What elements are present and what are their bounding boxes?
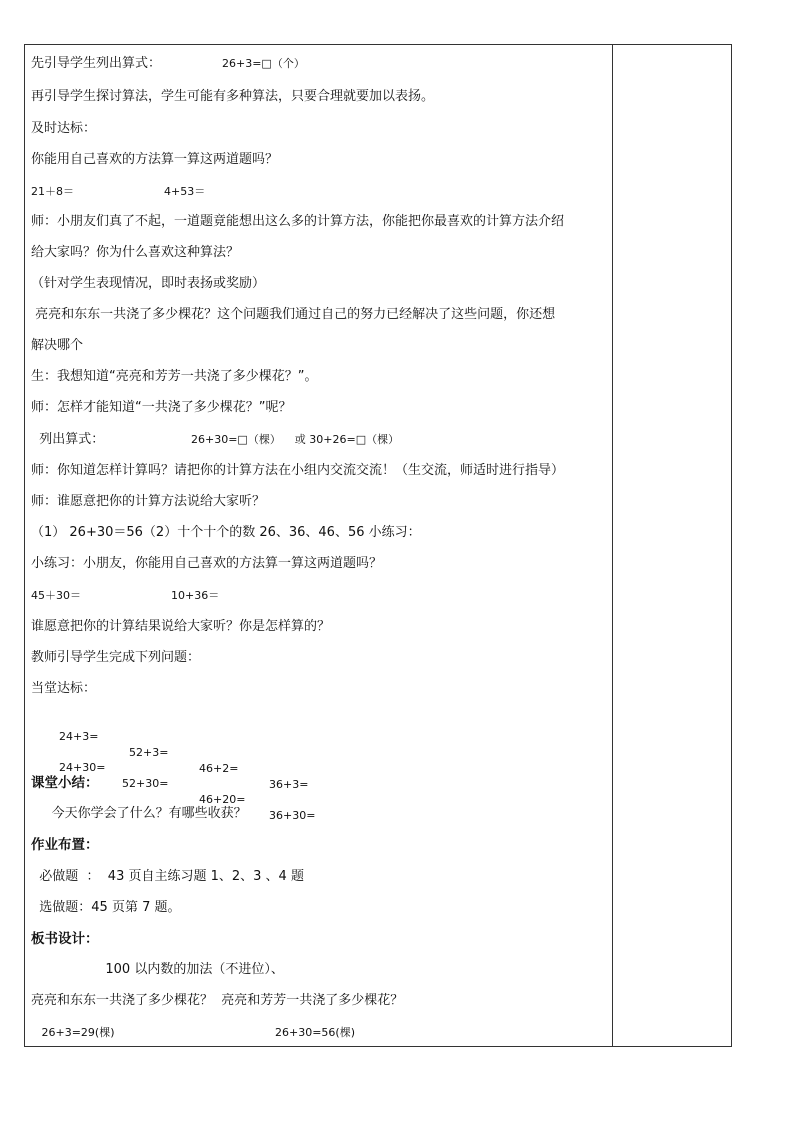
section-heading: 课堂小结： — [31, 775, 99, 791]
text-line: 21＋8＝ 4+53＝ — [31, 185, 206, 198]
text-line: 师：谁愿意把你的计算方法说给大家听？ — [31, 494, 266, 509]
text-line: （1） 26+30＝56（2）十个十个的数 26、36、46、56 小练习： — [31, 525, 421, 540]
text-line: 教师引导学生完成下列问题： — [31, 650, 201, 665]
table-column-divider — [612, 44, 613, 1047]
text-line: 先引导学生列出算式： 26+3=□（个） — [31, 56, 305, 71]
text-line: 今天你学会了什么？有哪些收获？ — [31, 806, 247, 821]
text-line: 再引导学生探讨算法，学生可能有多种算法，只要合理就要加以表扬。 — [31, 89, 435, 104]
exercise-row: 24+30= 52+30= 46+20= 36+30= — [59, 761, 316, 822]
text-line: 必做题 ： 43 页自主练习题 1、2、3 、4 题 — [31, 869, 304, 884]
text-line: 选做题：45 页第 7 题。 — [31, 900, 181, 915]
text-line: 亮亮和东东一共浇了多少棵花？这个问题我们通过自己的努力已经解决了这些问题，你还想 — [31, 307, 556, 322]
text-line: 师：小朋友们真了不起，一道题竟能想出这么多的计算方法，你能把你最喜欢的计算方法介绍 — [31, 214, 565, 229]
text-line: 100 以内数的加法（不进位）、 — [31, 962, 284, 977]
text-line: 列出算式： 26+30=□（棵） 或 30+26=□（棵） — [31, 432, 400, 447]
text-line: 生：我想知道“亮亮和芳芳一共浇了多少棵花？”。 — [31, 369, 318, 384]
text-line: 师：怎样才能知道“一共浇了多少棵花？”呢？ — [31, 400, 292, 415]
text-line: （针对学生表现情况，即时表扬或奖励） — [31, 276, 266, 291]
text-line: 及时达标： — [31, 121, 97, 136]
lesson-table — [24, 44, 732, 1047]
text-line: 45＋30＝ 10+36＝ — [31, 589, 220, 602]
section-heading: 作业布置： — [31, 837, 99, 853]
text-line: 谁愿意把你的计算结果说给大家听？你是怎样算的？ — [31, 619, 331, 634]
section-heading: 板书设计： — [31, 931, 99, 947]
text-line: 给大家吗？你为什么喜欢这种算法？ — [31, 245, 240, 260]
text-line: 当堂达标： — [31, 681, 97, 696]
text-line: 26+3=29(棵) 26+30=56(棵) — [31, 1026, 356, 1039]
exercise-row: 24+3= 52+3= 46+2= 36+3= — [59, 730, 309, 791]
text-line: 亮亮和东东一共浇了多少棵花？ 亮亮和芳芳一共浇了多少棵花？ — [31, 993, 404, 1008]
text-line: 你能用自己喜欢的方法算一算这两道题吗？ — [31, 152, 279, 167]
text-line: 小练习：小朋友，你能用自己喜欢的方法算一算这两道题吗？ — [31, 556, 383, 571]
text-line: 师：你知道怎样计算吗？请把你的计算方法在小组内交流交流！（生交流，师适时进行指导） — [31, 463, 565, 478]
text-line: 解决哪个 — [31, 338, 84, 353]
